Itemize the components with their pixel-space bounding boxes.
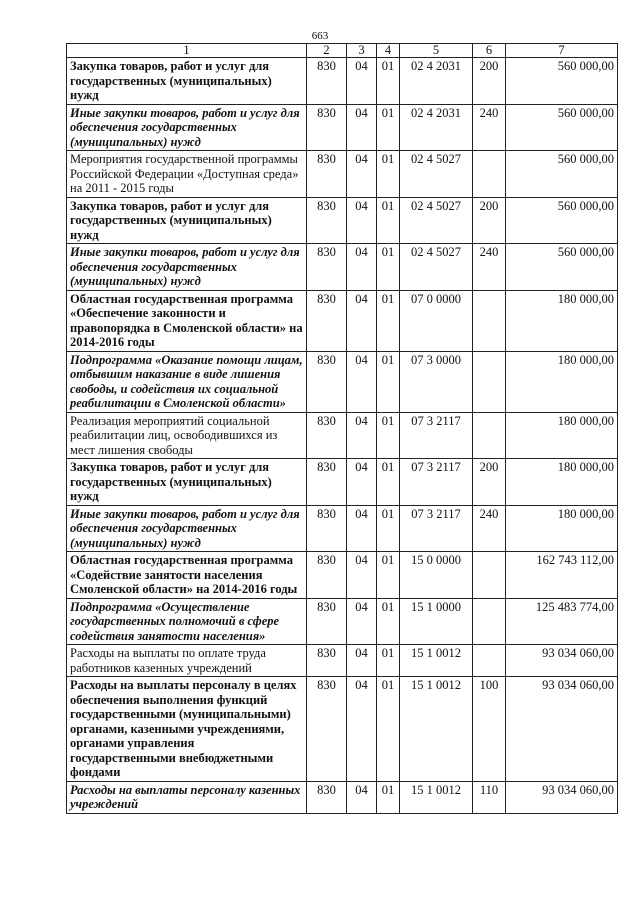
row-expense-type: 100 bbox=[473, 677, 506, 782]
header-col-1: 1 bbox=[67, 44, 307, 58]
table-row bbox=[67, 104, 618, 151]
row-section-code: 04 bbox=[347, 505, 377, 552]
row-subsection-code: 01 bbox=[377, 781, 400, 813]
table-row bbox=[67, 645, 618, 677]
row-section-code: 04 bbox=[347, 781, 377, 813]
row-amount: 560 000,00 bbox=[506, 151, 618, 198]
row-section-code: 04 bbox=[347, 677, 377, 782]
table-row bbox=[67, 552, 618, 599]
row-ministry-code: 830 bbox=[307, 677, 347, 782]
row-section-code: 04 bbox=[347, 645, 377, 677]
row-subsection-code: 01 bbox=[377, 412, 400, 459]
row-subsection-code: 01 bbox=[377, 645, 400, 677]
row-expense-type bbox=[473, 412, 506, 459]
row-ministry-code: 830 bbox=[307, 781, 347, 813]
row-section-code: 04 bbox=[347, 598, 377, 645]
row-expense-type: 240 bbox=[473, 505, 506, 552]
row-expense-type bbox=[473, 552, 506, 599]
header-col-3: 3 bbox=[347, 44, 377, 58]
row-target-article: 15 1 0012 bbox=[400, 677, 473, 782]
row-target-article: 15 0 0000 bbox=[400, 552, 473, 599]
row-subsection-code: 01 bbox=[377, 459, 400, 506]
row-target-article: 15 1 0000 bbox=[400, 598, 473, 645]
row-target-article: 15 1 0012 bbox=[400, 645, 473, 677]
row-expense-type bbox=[473, 290, 506, 351]
row-amount: 180 000,00 bbox=[506, 351, 618, 412]
row-ministry-code: 830 bbox=[307, 412, 347, 459]
row-subsection-code: 01 bbox=[377, 104, 400, 151]
row-section-code: 04 bbox=[347, 197, 377, 244]
row-section-code: 04 bbox=[347, 58, 377, 105]
row-ministry-code: 830 bbox=[307, 290, 347, 351]
row-target-article: 02 4 5027 bbox=[400, 151, 473, 198]
table-row bbox=[67, 197, 618, 244]
row-name: Иные закупки товаров, работ и услуг для обеспечения государственных (муниципальных) нужд bbox=[67, 104, 307, 151]
header-col-4: 4 bbox=[377, 44, 400, 58]
row-name: Областная государственная программа «Обеспечение законности и правопорядка в Смоленской области» на 2014-2016 годы bbox=[67, 290, 307, 351]
row-name: Расходы на выплаты персоналу казенных учреждений bbox=[67, 781, 307, 813]
row-expense-type: 240 bbox=[473, 104, 506, 151]
row-target-article: 02 4 2031 bbox=[400, 58, 473, 105]
table-row bbox=[67, 598, 618, 645]
header-col-2: 2 bbox=[307, 44, 347, 58]
row-target-article: 02 4 5027 bbox=[400, 244, 473, 291]
row-target-article: 07 3 2117 bbox=[400, 459, 473, 506]
row-expense-type bbox=[473, 351, 506, 412]
row-ministry-code: 830 bbox=[307, 645, 347, 677]
row-ministry-code: 830 bbox=[307, 552, 347, 599]
table-row bbox=[67, 290, 618, 351]
row-amount: 125 483 774,00 bbox=[506, 598, 618, 645]
row-name: Закупка товаров, работ и услуг для государственных (муниципальных) нужд bbox=[67, 459, 307, 506]
row-amount: 180 000,00 bbox=[506, 412, 618, 459]
row-target-article: 07 0 0000 bbox=[400, 290, 473, 351]
row-expense-type: 200 bbox=[473, 459, 506, 506]
row-target-article: 07 3 0000 bbox=[400, 351, 473, 412]
row-target-article: 02 4 2031 bbox=[400, 104, 473, 151]
row-name: Подпрограмма «Осуществление государственных полномочий в сфере содействия занятости населения» bbox=[67, 598, 307, 645]
table-row bbox=[67, 459, 618, 506]
row-ministry-code: 830 bbox=[307, 104, 347, 151]
row-subsection-code: 01 bbox=[377, 552, 400, 599]
row-target-article: 07 3 2117 bbox=[400, 412, 473, 459]
row-amount: 560 000,00 bbox=[506, 197, 618, 244]
row-section-code: 04 bbox=[347, 244, 377, 291]
row-amount: 560 000,00 bbox=[506, 244, 618, 291]
row-expense-type bbox=[473, 151, 506, 198]
row-ministry-code: 830 bbox=[307, 598, 347, 645]
row-amount: 560 000,00 bbox=[506, 104, 618, 151]
row-amount: 180 000,00 bbox=[506, 459, 618, 506]
budget-table bbox=[66, 43, 618, 814]
row-subsection-code: 01 bbox=[377, 598, 400, 645]
row-section-code: 04 bbox=[347, 412, 377, 459]
row-subsection-code: 01 bbox=[377, 58, 400, 105]
header-col-5: 5 bbox=[400, 44, 473, 58]
row-target-article: 15 1 0012 bbox=[400, 781, 473, 813]
row-amount: 93 034 060,00 bbox=[506, 645, 618, 677]
row-target-article: 07 3 2117 bbox=[400, 505, 473, 552]
row-section-code: 04 bbox=[347, 104, 377, 151]
row-amount: 162 743 112,00 bbox=[506, 552, 618, 599]
row-ministry-code: 830 bbox=[307, 244, 347, 291]
row-name: Расходы на выплаты персоналу в целях обеспечения выполнения функций государственными (муниципальными) органами, казенными учреждениями, органами управления государственными внебюджетными фондами bbox=[67, 677, 307, 782]
row-ministry-code: 830 bbox=[307, 197, 347, 244]
row-ministry-code: 830 bbox=[307, 459, 347, 506]
row-expense-type: 200 bbox=[473, 58, 506, 105]
row-section-code: 04 bbox=[347, 151, 377, 198]
row-name: Реализация мероприятий социальной реабилитации лиц, освободившихся из мест лишения свободы bbox=[67, 412, 307, 459]
row-subsection-code: 01 bbox=[377, 197, 400, 244]
row-name: Иные закупки товаров, работ и услуг для обеспечения государственных (муниципальных) нужд bbox=[67, 244, 307, 291]
row-amount: 93 034 060,00 bbox=[506, 781, 618, 813]
row-amount: 93 034 060,00 bbox=[506, 677, 618, 782]
row-section-code: 04 bbox=[347, 351, 377, 412]
page-number: 663 bbox=[311, 30, 329, 42]
row-ministry-code: 830 bbox=[307, 505, 347, 552]
row-name: Мероприятия государственной программы Российской Федерации «Доступная среда» на 2011 - 2015 годы bbox=[67, 151, 307, 198]
row-subsection-code: 01 bbox=[377, 505, 400, 552]
row-name: Областная государственная программа «Содействие занятости населения Смоленской области» на 2014-2016 годы bbox=[67, 552, 307, 599]
row-subsection-code: 01 bbox=[377, 351, 400, 412]
table-row bbox=[67, 351, 618, 412]
row-ministry-code: 830 bbox=[307, 58, 347, 105]
row-section-code: 04 bbox=[347, 290, 377, 351]
table-row bbox=[67, 412, 618, 459]
row-name: Расходы на выплаты по оплате труда работников казенных учреждений bbox=[67, 645, 307, 677]
row-amount: 180 000,00 bbox=[506, 290, 618, 351]
row-name: Иные закупки товаров, работ и услуг для обеспечения государственных (муниципальных) нужд bbox=[67, 505, 307, 552]
table-header-row bbox=[67, 44, 618, 58]
header-col-6: 6 bbox=[473, 44, 506, 58]
row-target-article: 02 4 5027 bbox=[400, 197, 473, 244]
row-expense-type: 200 bbox=[473, 197, 506, 244]
row-subsection-code: 01 bbox=[377, 677, 400, 782]
row-subsection-code: 01 bbox=[377, 244, 400, 291]
row-expense-type bbox=[473, 598, 506, 645]
row-section-code: 04 bbox=[347, 552, 377, 599]
row-subsection-code: 01 bbox=[377, 151, 400, 198]
row-expense-type bbox=[473, 645, 506, 677]
row-ministry-code: 830 bbox=[307, 151, 347, 198]
table-row bbox=[67, 244, 618, 291]
row-ministry-code: 830 bbox=[307, 351, 347, 412]
table-row bbox=[67, 677, 618, 782]
table-row bbox=[67, 58, 618, 105]
row-section-code: 04 bbox=[347, 459, 377, 506]
table-row bbox=[67, 151, 618, 198]
row-amount: 560 000,00 bbox=[506, 58, 618, 105]
row-name: Закупка товаров, работ и услуг для государственных (муниципальных) нужд bbox=[67, 197, 307, 244]
header-col-7: 7 bbox=[506, 44, 618, 58]
table-row bbox=[67, 781, 618, 813]
row-name: Подпрограмма «Оказание помощи лицам, отбывшим наказание в виде лишения свободы, и содействия их социальной реабилитации в Смоленской области» bbox=[67, 351, 307, 412]
row-expense-type: 240 bbox=[473, 244, 506, 291]
row-amount: 180 000,00 bbox=[506, 505, 618, 552]
table-row bbox=[67, 505, 618, 552]
row-subsection-code: 01 bbox=[377, 290, 400, 351]
row-expense-type: 110 bbox=[473, 781, 506, 813]
row-name: Закупка товаров, работ и услуг для государственных (муниципальных) нужд bbox=[67, 58, 307, 105]
